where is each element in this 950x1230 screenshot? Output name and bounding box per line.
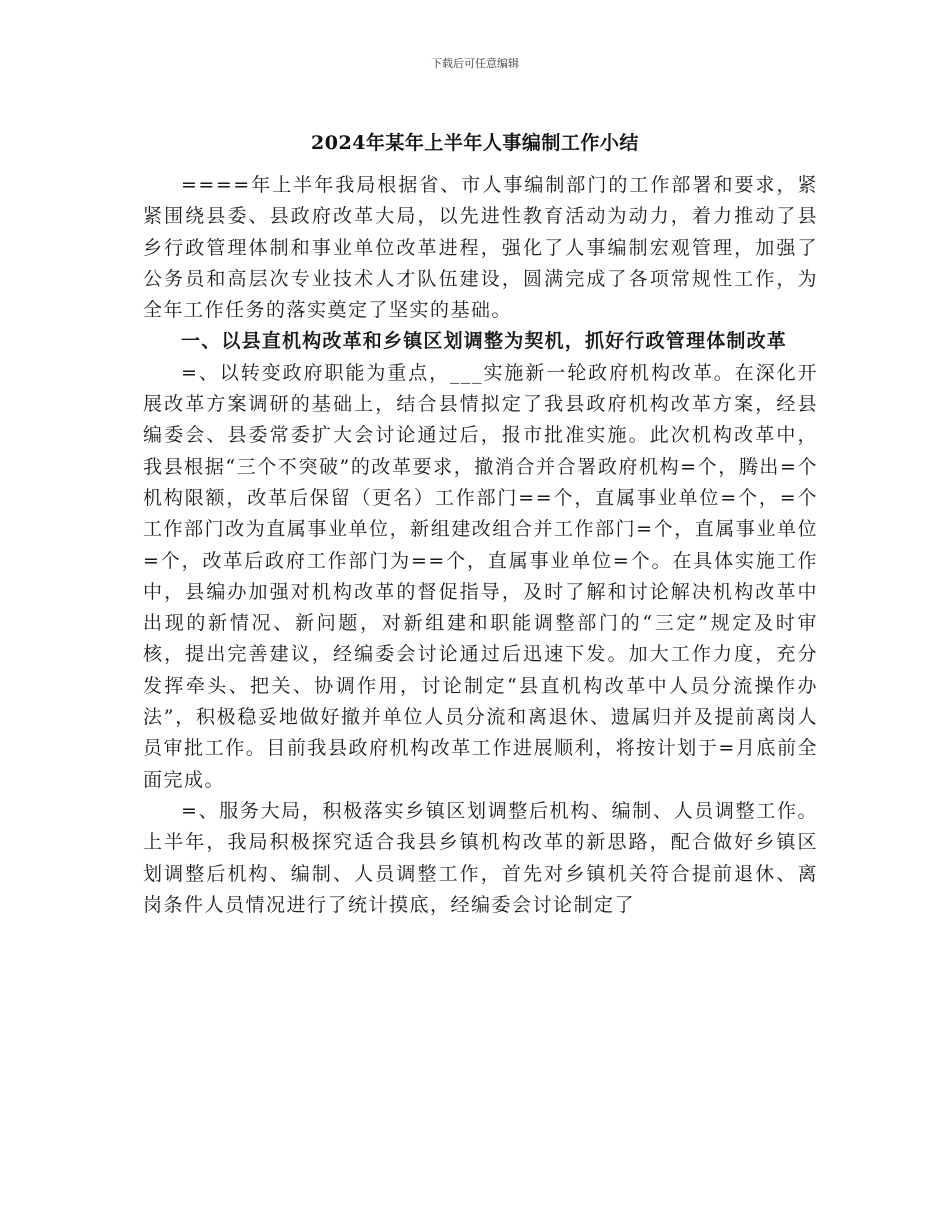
document-title: 2024年某年上半年人事编制工作小结 xyxy=(311,132,639,154)
document-body xyxy=(143,170,818,921)
section-heading: 一、以县直机构改革和乡镇区划调整为契机，抓好行政管理体制改革 xyxy=(181,330,788,353)
header-note: 下载后可任意编辑 xyxy=(431,57,519,70)
body-paragraph: =、以转变政府职能为重点，___实施新一轮政府机构改革。在深化开展改革方案调研的基础上，结合县情拟定了我县政府机构改革方案，经县编委会、县委常委扩大会讨论通过后，报市批准实施。此次机构改革中，我县根据“三个不突破”的改革要求，撤消合并合署政府机构=个，腾出=个机构限额，改革后保留（更名）工作部门==个，直属事业单位=个，=个工作部门改为直属事业单位，新组建改组合并工作部门=个，直属事业单位=个，改革后政府工作部门为==个，直属事业单位=个。在具体实施工作中，县编办加强对机构改革的督促指导，及时了解和讨论解决机构改革中出现的新情况、新问题，对新组建和职能调整部门的“三定”规定及时审核，提出完善建议，经编委会讨论通过后迅速下发。加大工作力度，充分发挥牵头、把关、协调作用，讨论制定“县直机构改革中人员分流操作办法”，积极稳妥地做好撤并单位人员分流和离退休、遗属归并及提前离岗人员审批工作。目前我县政府机构改革工作进展顺利，将按计划于=月底前全面完成。 xyxy=(143,361,818,791)
intro-paragraph: ====年上半年我局根据省、市人事编制部门的工作部署和要求，紧紧围绕县委、县政府改革大局，以先进性教育活动为动力，着力推动了县乡行政管理体制和事业单位改革进程，强化了人事编制宏观管理，加强了公务员和高层次专业技术人才队伍建设，圆满完成了各项常规性工作，为全年工作任务的落实奠定了坚实的基础。 xyxy=(143,174,818,322)
body-paragraph: =、服务大局，积极落实乡镇区划调整后机构、编制、人员调整工作。上半年，我局积极探究适合我县乡镇机构改革的新思路，配合做好乡镇区划调整后机构、编制、人员调整工作，首先对乡镇机关符合提前退休、离岗条件人员情况进行了统计摸底，经编委会讨论制定了 xyxy=(143,799,818,916)
